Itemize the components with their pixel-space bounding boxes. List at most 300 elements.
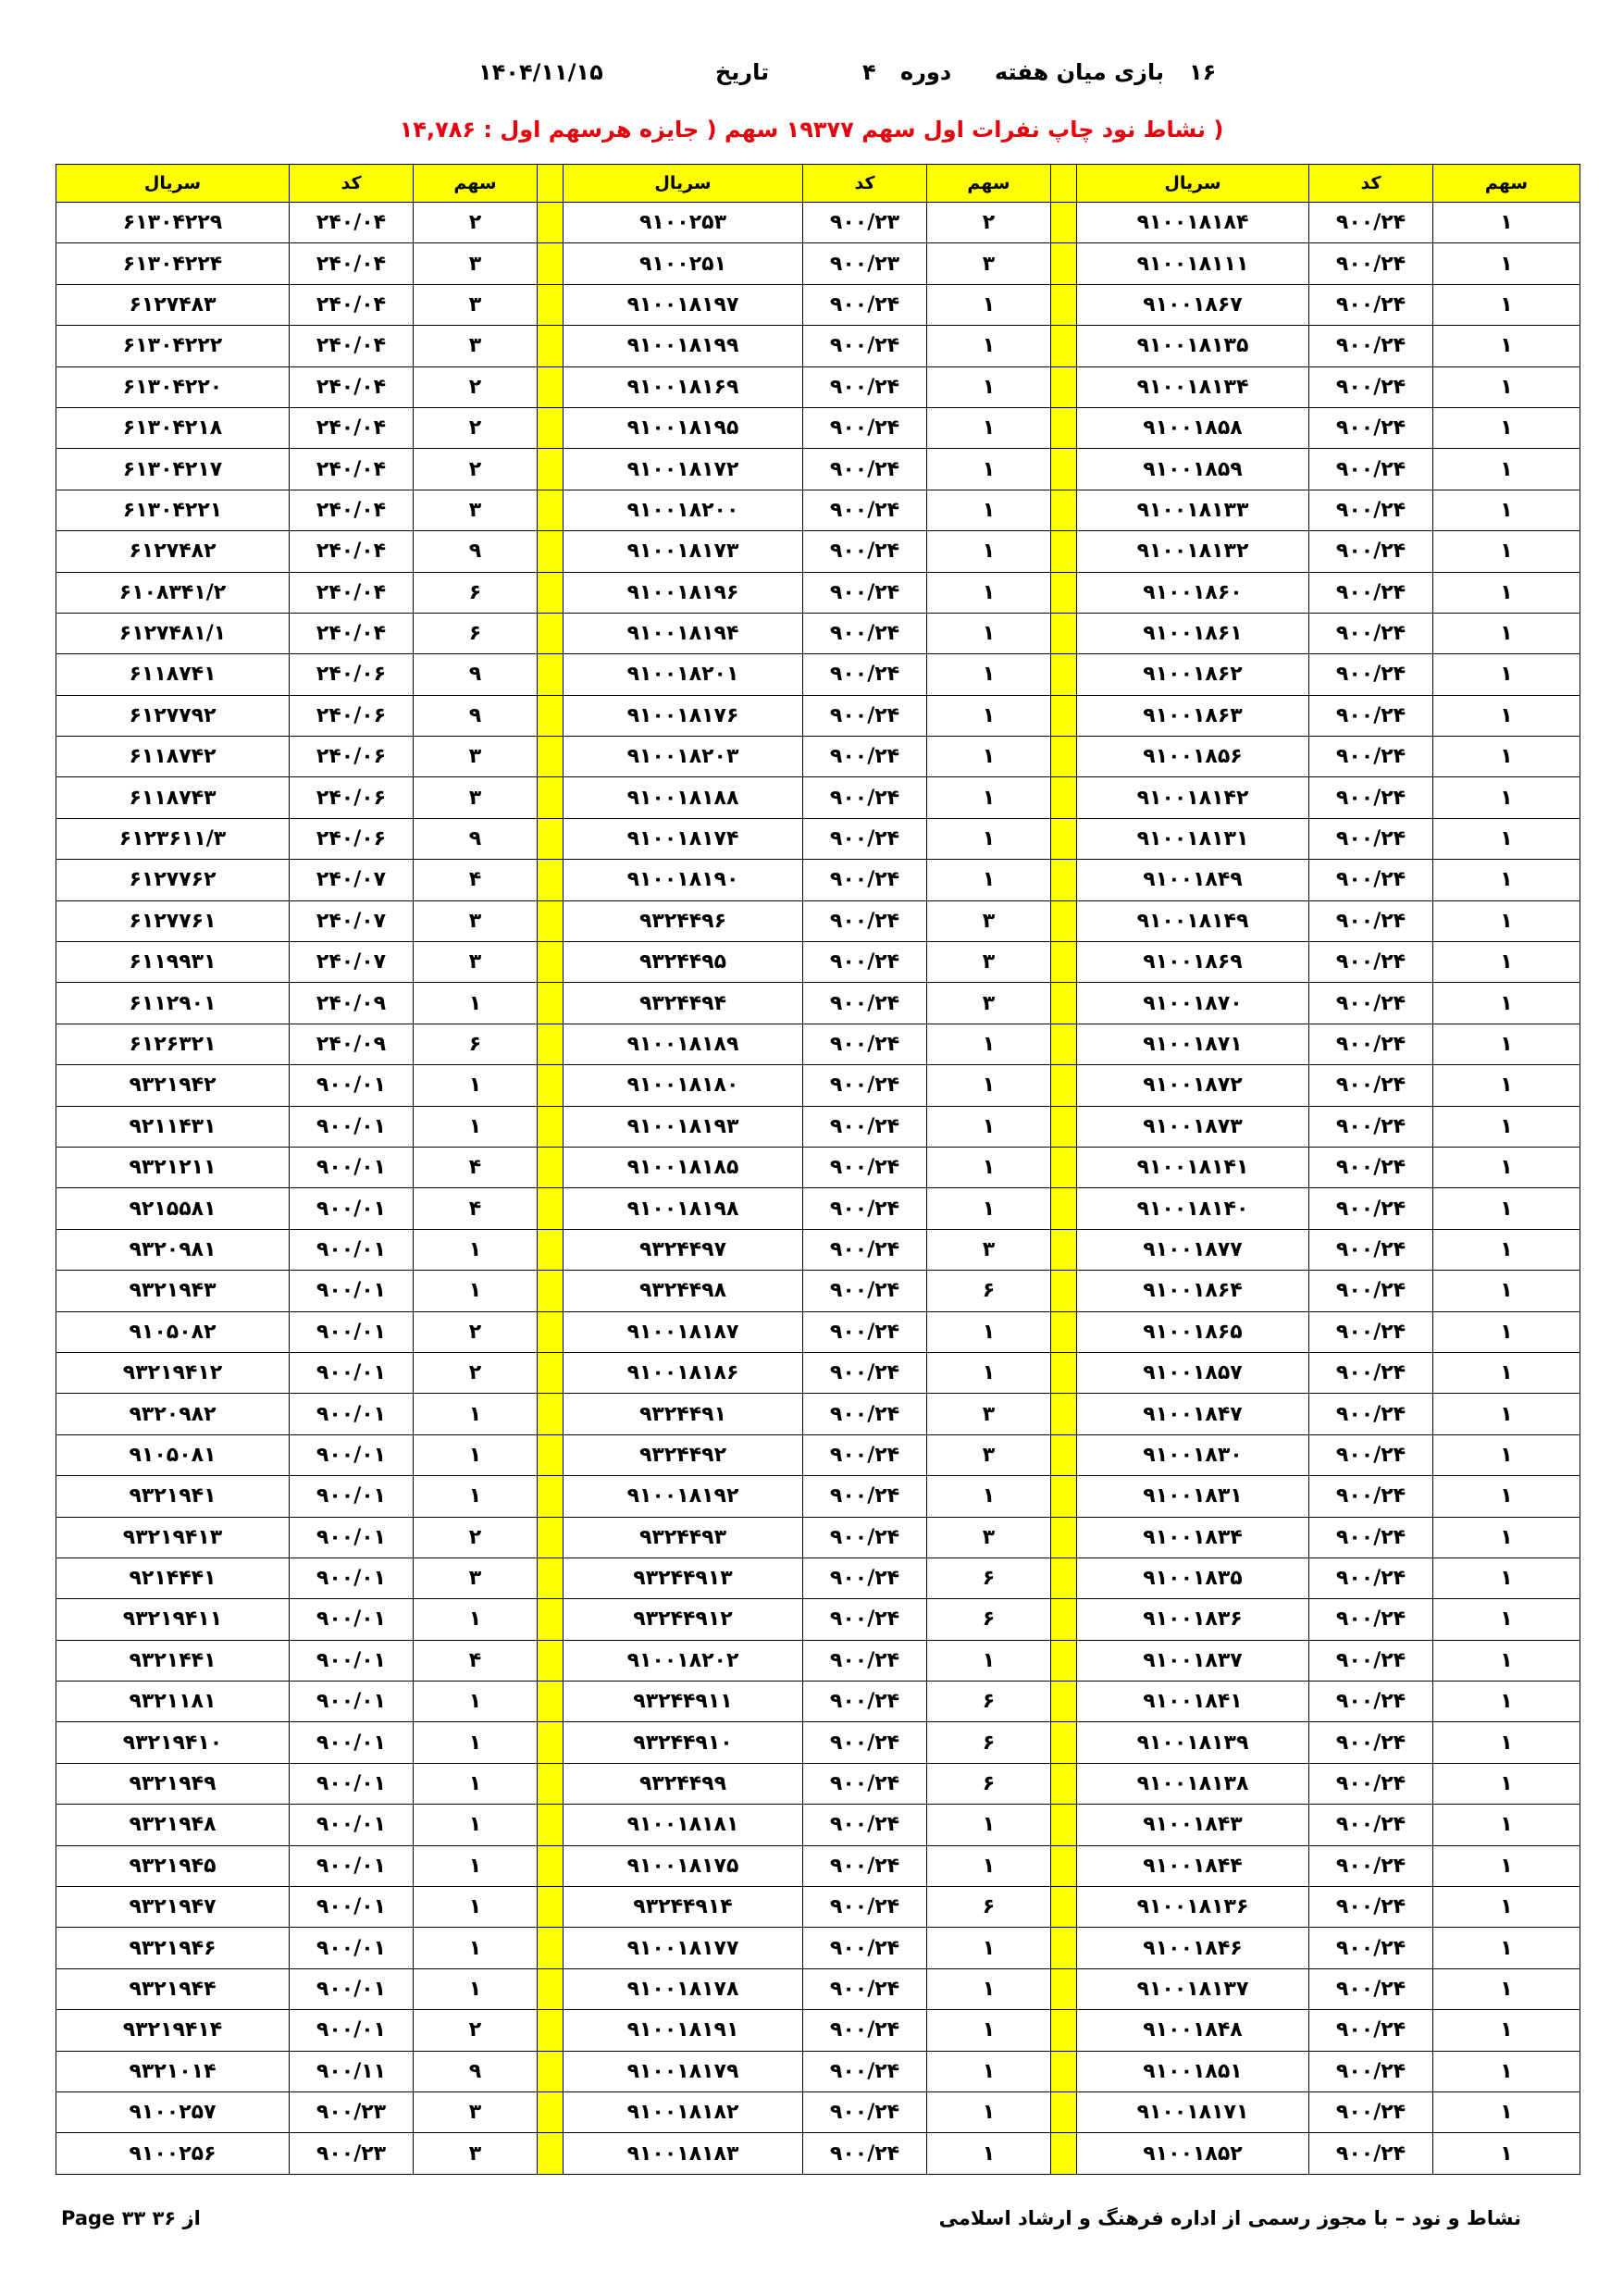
serial-cell: ۹۳۲۴۴۹۱۰ bbox=[564, 1722, 803, 1763]
code-cell: ۹۰۰/۰۱ bbox=[290, 1599, 414, 1640]
column-separator bbox=[538, 490, 564, 530]
serial-cell: ۹۱۰۰۱۸۷۷ bbox=[1077, 1229, 1309, 1270]
code-cell: ۹۰۰/۲۴ bbox=[803, 572, 927, 613]
column-separator bbox=[1051, 243, 1077, 284]
share-cell: ۱ bbox=[927, 1188, 1051, 1229]
column-separator bbox=[1051, 284, 1077, 325]
serial-cell: ۹۱۰۰۱۸۱۸۸ bbox=[564, 777, 803, 818]
column-separator bbox=[1051, 900, 1077, 941]
code-cell: ۹۰۰/۲۴ bbox=[803, 695, 927, 736]
serial-cell: ۹۳۲۴۴۹۷ bbox=[564, 1229, 803, 1270]
code-cell: ۹۰۰/۲۴ bbox=[803, 1229, 927, 1270]
code-cell: ۹۰۰/۰۱ bbox=[290, 1682, 414, 1722]
code-cell: ۹۰۰/۲۴ bbox=[1309, 1887, 1433, 1928]
column-separator bbox=[538, 1476, 564, 1517]
code-cell: ۹۰۰/۲۴ bbox=[1309, 1805, 1433, 1845]
serial-cell: ۹۱۰۰۱۸۱۳۷ bbox=[1077, 1968, 1309, 2009]
code-cell: ۲۴۰/۰۷ bbox=[290, 942, 414, 983]
share-cell: ۱ bbox=[1433, 1968, 1580, 2009]
share-cell: ۱ bbox=[927, 860, 1051, 900]
share-cell: ۱ bbox=[927, 1640, 1051, 1681]
share-cell: ۱ bbox=[1433, 2091, 1580, 2132]
code-cell: ۹۰۰/۲۴ bbox=[803, 1065, 927, 1106]
serial-cell: ۹۱۰۰۱۸۱۴۰ bbox=[1077, 1188, 1309, 1229]
column-separator bbox=[1051, 1229, 1077, 1270]
header-game-name: بازی میان هفته bbox=[995, 59, 1164, 85]
code-cell: ۹۰۰/۲۴ bbox=[803, 1311, 927, 1352]
share-cell: ۴ bbox=[414, 1188, 538, 1229]
table-row bbox=[56, 366, 1580, 407]
table-row bbox=[56, 1722, 1580, 1763]
serial-cell: ۹۱۰۰۱۸۳۱ bbox=[1077, 1476, 1309, 1517]
share-cell: ۱ bbox=[927, 1065, 1051, 1106]
code-cell: ۹۰۰/۲۴ bbox=[803, 1188, 927, 1229]
table-row bbox=[56, 1682, 1580, 1722]
column-separator bbox=[1051, 1434, 1077, 1475]
serial-cell: ۹۳۲۱۹۴۱۰ bbox=[56, 1722, 290, 1763]
code-cell: ۹۰۰/۱۱ bbox=[290, 2051, 414, 2091]
serial-cell: ۹۳۲۱۹۴۱۴ bbox=[56, 2010, 290, 2051]
column-separator bbox=[538, 2051, 564, 2091]
column-separator bbox=[538, 1640, 564, 1681]
header-date-label: تاریخ bbox=[715, 59, 770, 85]
code-cell: ۹۰۰/۲۴ bbox=[1309, 942, 1433, 983]
table-row bbox=[56, 818, 1580, 859]
code-cell: ۹۰۰/۲۴ bbox=[1309, 1352, 1433, 1393]
share-cell: ۳ bbox=[414, 1558, 538, 1598]
code-cell: ۹۰۰/۲۴ bbox=[1309, 407, 1433, 448]
serial-cell: ۹۱۰۰۱۸۱۷۹ bbox=[564, 2051, 803, 2091]
share-cell: ۱ bbox=[1433, 1599, 1580, 1640]
table-row bbox=[56, 1517, 1580, 1558]
share-cell: ۱ bbox=[1433, 1106, 1580, 1147]
header-date-value: ۱۴۰۴/۱۱/۱۵ bbox=[478, 59, 603, 85]
share-cell: ۱ bbox=[1433, 613, 1580, 653]
col-code: کد bbox=[1309, 165, 1433, 203]
share-cell: ۳ bbox=[927, 1394, 1051, 1434]
serial-cell: ۹۱۰۰۲۵۱ bbox=[564, 243, 803, 284]
table-row bbox=[56, 1599, 1580, 1640]
code-cell: ۹۰۰/۲۴ bbox=[1309, 737, 1433, 777]
column-separator bbox=[538, 1352, 564, 1393]
column-separator bbox=[538, 1968, 564, 2009]
serial-cell: ۹۱۰۰۱۸۱۸۱ bbox=[564, 1805, 803, 1845]
column-separator bbox=[538, 243, 564, 284]
serial-cell: ۹۱۰۰۱۸۱۸۶ bbox=[564, 1352, 803, 1393]
column-separator bbox=[538, 1229, 564, 1270]
serial-cell: ۹۳۲۱۹۴۶ bbox=[56, 1928, 290, 1968]
code-cell: ۹۰۰/۲۴ bbox=[803, 737, 927, 777]
share-cell: ۱ bbox=[414, 1887, 538, 1928]
share-cell: ۶ bbox=[414, 572, 538, 613]
serial-cell: ۹۳۲۱۹۴۱۱ bbox=[56, 1599, 290, 1640]
serial-cell: ۹۱۰۰۱۸۱۸۰ bbox=[564, 1065, 803, 1106]
table-row bbox=[56, 326, 1580, 366]
col-share: سهم bbox=[1433, 165, 1580, 203]
serial-cell: ۹۱۰۰۱۸۱۳۵ bbox=[1077, 326, 1309, 366]
serial-cell: ۶۱۲۳۶۱۱/۳ bbox=[56, 818, 290, 859]
share-cell: ۳ bbox=[927, 900, 1051, 941]
column-separator bbox=[538, 1311, 564, 1352]
code-cell: ۲۴۰/۰۴ bbox=[290, 490, 414, 530]
serial-cell: ۹۳۲۱۹۴۵ bbox=[56, 1845, 290, 1886]
serial-cell: ۹۱۰۰۱۸۱۹۷ bbox=[564, 284, 803, 325]
serial-cell: ۹۱۰۰۲۵۶ bbox=[56, 2133, 290, 2174]
share-cell: ۱ bbox=[927, 284, 1051, 325]
code-cell: ۹۰۰/۲۴ bbox=[803, 1682, 927, 1722]
serial-cell: ۹۳۲۰۹۸۲ bbox=[56, 1394, 290, 1434]
code-cell: ۹۰۰/۲۴ bbox=[1309, 900, 1433, 941]
share-cell: ۲ bbox=[414, 1352, 538, 1393]
code-cell: ۲۴۰/۰۷ bbox=[290, 900, 414, 941]
serial-cell: ۹۱۰۰۱۸۱۴۱ bbox=[1077, 1147, 1309, 1187]
table-row bbox=[56, 1434, 1580, 1475]
header-round-value: ۴ bbox=[862, 59, 876, 85]
serial-cell: ۹۱۰۰۱۸۱۳۶ bbox=[1077, 1887, 1309, 1928]
serial-cell: ۹۱۰۰۱۸۱۷۱ bbox=[1077, 2091, 1309, 2132]
column-separator bbox=[1051, 2010, 1077, 2051]
serial-cell: ۹۱۰۰۱۸۴۷ bbox=[1077, 1394, 1309, 1434]
table-row bbox=[56, 407, 1580, 448]
share-cell: ۲ bbox=[414, 366, 538, 407]
share-cell: ۱ bbox=[1433, 1517, 1580, 1558]
table-row bbox=[56, 243, 1580, 284]
code-cell: ۹۰۰/۲۴ bbox=[803, 449, 927, 490]
serial-cell: ۹۱۰۰۱۸۱۷۸ bbox=[564, 1968, 803, 2009]
share-cell: ۱ bbox=[414, 1229, 538, 1270]
share-cell: ۱ bbox=[414, 1271, 538, 1311]
share-cell: ۱ bbox=[927, 654, 1051, 695]
serial-cell: ۹۱۰۰۱۸۱۹۱ bbox=[564, 2010, 803, 2051]
code-cell: ۹۰۰/۲۴ bbox=[803, 1434, 927, 1475]
serial-cell: ۹۱۰۰۱۸۲۰۱ bbox=[564, 654, 803, 695]
col-serial: سریال bbox=[564, 165, 803, 203]
column-separator bbox=[1051, 407, 1077, 448]
serial-cell: ۹۱۰۰۱۸۱۷۶ bbox=[564, 695, 803, 736]
serial-cell: ۶۱۱۹۹۳۱ bbox=[56, 942, 290, 983]
serial-cell: ۶۱۲۶۳۲۱ bbox=[56, 1024, 290, 1064]
column-separator bbox=[1051, 203, 1077, 243]
code-cell: ۹۰۰/۲۴ bbox=[1309, 490, 1433, 530]
serial-cell: ۹۳۲۱۹۴۱۲ bbox=[56, 1352, 290, 1393]
table-row bbox=[56, 531, 1580, 572]
share-cell: ۱ bbox=[927, 1928, 1051, 1968]
share-cell: ۶ bbox=[414, 613, 538, 653]
serial-cell: ۹۱۰۰۱۸۱۷۷ bbox=[564, 1928, 803, 1968]
column-separator bbox=[538, 1065, 564, 1106]
code-cell: ۹۰۰/۲۴ bbox=[1309, 1311, 1433, 1352]
code-cell: ۲۴۰/۰۶ bbox=[290, 695, 414, 736]
serial-cell: ۹۳۲۴۴۹۱۳ bbox=[564, 1558, 803, 1598]
serial-cell: ۹۱۰۰۱۸۱۶۹ bbox=[564, 366, 803, 407]
serial-cell: ۶۱۱۸۷۴۲ bbox=[56, 737, 290, 777]
serial-cell: ۹۲۱۱۴۳۱ bbox=[56, 1106, 290, 1147]
serial-cell: ۹۱۰۰۱۸۶۷ bbox=[1077, 284, 1309, 325]
serial-cell: ۶۱۲۷۷۶۲ bbox=[56, 860, 290, 900]
code-cell: ۹۰۰/۲۴ bbox=[1309, 1271, 1433, 1311]
share-cell: ۹ bbox=[414, 531, 538, 572]
column-separator bbox=[538, 366, 564, 407]
serial-cell: ۹۱۰۵۰۸۱ bbox=[56, 1434, 290, 1475]
code-cell: ۹۰۰/۲۴ bbox=[803, 1805, 927, 1845]
share-cell: ۲ bbox=[414, 1517, 538, 1558]
column-separator bbox=[1051, 1928, 1077, 1968]
serial-cell: ۹۱۰۰۱۸۶۳ bbox=[1077, 695, 1309, 736]
column-separator bbox=[1051, 1805, 1077, 1845]
serial-cell: ۹۱۰۰۱۸۱۷۴ bbox=[564, 818, 803, 859]
share-cell: ۱ bbox=[414, 1805, 538, 1845]
share-cell: ۱ bbox=[1433, 860, 1580, 900]
code-cell: ۹۰۰/۲۴ bbox=[1309, 284, 1433, 325]
share-cell: ۲ bbox=[414, 449, 538, 490]
code-cell: ۹۰۰/۰۱ bbox=[290, 1517, 414, 1558]
table-row bbox=[56, 1229, 1580, 1270]
share-cell: ۱ bbox=[1433, 777, 1580, 818]
serial-cell: ۹۳۲۴۴۹۱ bbox=[564, 1394, 803, 1434]
share-cell: ۳ bbox=[414, 900, 538, 941]
column-separator bbox=[538, 1024, 564, 1064]
table-row bbox=[56, 1106, 1580, 1147]
serial-cell: ۹۱۰۰۱۸۳۵ bbox=[1077, 1558, 1309, 1598]
code-cell: ۹۰۰/۰۱ bbox=[290, 1805, 414, 1845]
table-row bbox=[56, 777, 1580, 818]
code-cell: ۹۰۰/۲۴ bbox=[1309, 572, 1433, 613]
table-row bbox=[56, 1928, 1580, 1968]
code-cell: ۹۰۰/۲۴ bbox=[1309, 1640, 1433, 1681]
serial-cell: ۹۱۰۰۲۵۷ bbox=[56, 2091, 290, 2132]
share-cell: ۳ bbox=[414, 737, 538, 777]
share-cell: ۱ bbox=[1433, 1640, 1580, 1681]
code-cell: ۹۰۰/۰۱ bbox=[290, 1476, 414, 1517]
share-cell: ۳ bbox=[414, 942, 538, 983]
share-cell: ۱ bbox=[927, 777, 1051, 818]
column-separator bbox=[538, 1558, 564, 1598]
col-serial: سریال bbox=[1077, 165, 1309, 203]
code-cell: ۲۴۰/۰۴ bbox=[290, 284, 414, 325]
column-separator bbox=[1051, 1065, 1077, 1106]
serial-cell: ۹۱۰۰۱۸۵۷ bbox=[1077, 1352, 1309, 1393]
column-separator bbox=[1051, 2091, 1077, 2132]
code-cell: ۹۰۰/۲۴ bbox=[803, 326, 927, 366]
serial-cell: ۹۱۰۰۱۸۱۳۳ bbox=[1077, 490, 1309, 530]
code-cell: ۹۰۰/۲۴ bbox=[1309, 1024, 1433, 1064]
share-cell: ۶ bbox=[927, 1722, 1051, 1763]
share-cell: ۱ bbox=[927, 449, 1051, 490]
share-cell: ۱ bbox=[414, 1682, 538, 1722]
serial-cell: ۹۱۰۰۱۸۱۱۱ bbox=[1077, 243, 1309, 284]
column-separator bbox=[1051, 1188, 1077, 1229]
code-cell: ۹۰۰/۲۴ bbox=[803, 284, 927, 325]
code-cell: ۹۰۰/۲۴ bbox=[803, 942, 927, 983]
table-row bbox=[56, 983, 1580, 1024]
serial-cell: ۹۱۰۰۱۸۴۱ bbox=[1077, 1682, 1309, 1722]
code-cell: ۹۰۰/۲۴ bbox=[803, 2010, 927, 2051]
serial-cell: ۹۳۲۱۹۴۳ bbox=[56, 1271, 290, 1311]
code-cell: ۲۴۰/۰۶ bbox=[290, 818, 414, 859]
col-share: سهم bbox=[414, 165, 538, 203]
serial-cell: ۹۱۰۰۱۸۱۳۲ bbox=[1077, 531, 1309, 572]
serial-cell: ۹۳۲۴۴۹۲ bbox=[564, 1434, 803, 1475]
column-separator bbox=[538, 1805, 564, 1845]
table-row bbox=[56, 1968, 1580, 2009]
code-cell: ۲۴۰/۰۴ bbox=[290, 407, 414, 448]
code-cell: ۹۰۰/۰۱ bbox=[290, 1311, 414, 1352]
code-cell: ۹۰۰/۰۱ bbox=[290, 1106, 414, 1147]
serial-cell: ۹۱۰۵۰۸۲ bbox=[56, 1311, 290, 1352]
code-cell: ۹۰۰/۲۴ bbox=[803, 613, 927, 653]
column-separator bbox=[538, 695, 564, 736]
code-cell: ۹۰۰/۰۱ bbox=[290, 1558, 414, 1598]
share-cell: ۱ bbox=[1433, 326, 1580, 366]
table-row bbox=[56, 1188, 1580, 1229]
column-separator bbox=[538, 1271, 564, 1311]
serial-cell: ۹۳۲۴۴۹۱۴ bbox=[564, 1887, 803, 1928]
table-row bbox=[56, 1024, 1580, 1064]
serial-cell: ۹۱۰۰۱۸۲۰۲ bbox=[564, 1640, 803, 1681]
column-separator bbox=[538, 818, 564, 859]
column-separator bbox=[538, 1928, 564, 1968]
code-cell: ۹۰۰/۰۱ bbox=[290, 2010, 414, 2051]
column-separator bbox=[538, 1394, 564, 1434]
share-cell: ۱ bbox=[927, 572, 1051, 613]
code-cell: ۹۰۰/۲۴ bbox=[1309, 1599, 1433, 1640]
column-separator bbox=[538, 572, 564, 613]
serial-cell: ۶۱۲۷۷۶۱ bbox=[56, 900, 290, 941]
code-cell: ۹۰۰/۲۴ bbox=[1309, 777, 1433, 818]
code-cell: ۹۰۰/۰۱ bbox=[290, 1271, 414, 1311]
serial-cell: ۹۳۲۱۹۴۱۳ bbox=[56, 1517, 290, 1558]
share-cell: ۲ bbox=[414, 407, 538, 448]
column-separator bbox=[1051, 1845, 1077, 1886]
code-cell: ۲۴۰/۰۴ bbox=[290, 366, 414, 407]
share-cell: ۱ bbox=[1433, 1229, 1580, 1270]
column-separator bbox=[1051, 326, 1077, 366]
column-separator bbox=[1051, 983, 1077, 1024]
share-cell: ۱ bbox=[1433, 1352, 1580, 1393]
column-separator bbox=[1051, 1640, 1077, 1681]
serial-cell: ۹۱۰۰۱۸۱۳۹ bbox=[1077, 1722, 1309, 1763]
code-cell: ۲۴۰/۰۷ bbox=[290, 860, 414, 900]
code-cell: ۹۰۰/۲۴ bbox=[1309, 1682, 1433, 1722]
column-separator bbox=[538, 942, 564, 983]
column-separator bbox=[1051, 737, 1077, 777]
column-separator bbox=[1051, 1106, 1077, 1147]
table-row bbox=[56, 860, 1580, 900]
share-cell: ۳ bbox=[414, 2091, 538, 2132]
code-cell: ۹۰۰/۲۴ bbox=[1309, 243, 1433, 284]
column-separator bbox=[538, 613, 564, 653]
serial-cell: ۹۳۲۱۹۴۷ bbox=[56, 1887, 290, 1928]
share-cell: ۱ bbox=[1433, 1065, 1580, 1106]
share-cell: ۱ bbox=[927, 531, 1051, 572]
column-separator bbox=[1051, 1517, 1077, 1558]
column-separator bbox=[1051, 1311, 1077, 1352]
code-cell: ۹۰۰/۲۴ bbox=[803, 531, 927, 572]
code-cell: ۹۰۰/۲۴ bbox=[803, 490, 927, 530]
code-cell: ۹۰۰/۲۴ bbox=[1309, 818, 1433, 859]
share-cell: ۳ bbox=[414, 2133, 538, 2174]
table-row bbox=[56, 1763, 1580, 1804]
share-cell: ۳ bbox=[927, 942, 1051, 983]
code-cell: ۲۴۰/۰۹ bbox=[290, 1024, 414, 1064]
column-separator bbox=[538, 1722, 564, 1763]
code-cell: ۹۰۰/۲۴ bbox=[1309, 860, 1433, 900]
code-cell: ۹۰۰/۲۳ bbox=[290, 2133, 414, 2174]
serial-cell: ۶۱۳۰۴۲۲۰ bbox=[56, 366, 290, 407]
serial-cell: ۶۱۳۰۴۲۱۸ bbox=[56, 407, 290, 448]
column-separator bbox=[1051, 2051, 1077, 2091]
code-cell: ۹۰۰/۲۴ bbox=[1309, 2091, 1433, 2132]
column-separator bbox=[538, 1147, 564, 1187]
share-cell: ۱ bbox=[1433, 1805, 1580, 1845]
share-cell: ۱ bbox=[414, 1722, 538, 1763]
share-cell: ۲ bbox=[414, 203, 538, 243]
share-cell: ۳ bbox=[414, 777, 538, 818]
code-cell: ۹۰۰/۲۴ bbox=[1309, 1147, 1433, 1187]
serial-cell: ۹۱۰۰۱۸۱۷۳ bbox=[564, 531, 803, 572]
share-cell: ۴ bbox=[414, 1147, 538, 1187]
code-cell: ۹۰۰/۲۴ bbox=[1309, 449, 1433, 490]
column-separator bbox=[1051, 531, 1077, 572]
code-cell: ۹۰۰/۲۴ bbox=[803, 900, 927, 941]
table-row bbox=[56, 1352, 1580, 1393]
share-cell: ۶ bbox=[414, 1024, 538, 1064]
share-cell: ۱ bbox=[1433, 1476, 1580, 1517]
col-serial: سریال bbox=[56, 165, 290, 203]
table-row bbox=[56, 737, 1580, 777]
share-cell: ۶ bbox=[927, 1763, 1051, 1804]
serial-cell: ۹۱۰۰۱۸۴۴ bbox=[1077, 1845, 1309, 1886]
share-cell: ۹ bbox=[414, 2051, 538, 2091]
column-separator bbox=[538, 449, 564, 490]
table-row bbox=[56, 490, 1580, 530]
code-cell: ۹۰۰/۲۴ bbox=[1309, 1476, 1433, 1517]
code-cell: ۹۰۰/۲۴ bbox=[803, 1147, 927, 1187]
column-separator bbox=[1051, 1394, 1077, 1434]
table-row bbox=[56, 1065, 1580, 1106]
code-cell: ۲۴۰/۰۴ bbox=[290, 531, 414, 572]
share-cell: ۲ bbox=[414, 2010, 538, 2051]
serial-cell: ۹۱۰۰۱۸۲۰۳ bbox=[564, 737, 803, 777]
code-cell: ۹۰۰/۲۴ bbox=[1309, 2051, 1433, 2091]
table-row bbox=[56, 613, 1580, 653]
serial-cell: ۹۱۰۰۱۸۶۰ bbox=[1077, 572, 1309, 613]
column-separator bbox=[538, 983, 564, 1024]
serial-cell: ۹۱۰۰۱۸۶۴ bbox=[1077, 1271, 1309, 1311]
code-cell: ۹۰۰/۲۳ bbox=[803, 243, 927, 284]
share-cell: ۱ bbox=[927, 1845, 1051, 1886]
code-cell: ۹۰۰/۲۴ bbox=[1309, 1558, 1433, 1598]
code-cell: ۹۰۰/۲۴ bbox=[803, 1352, 927, 1393]
code-cell: ۹۰۰/۰۱ bbox=[290, 1147, 414, 1187]
table-row bbox=[56, 284, 1580, 325]
serial-cell: ۹۱۰۰۱۸۶۱ bbox=[1077, 613, 1309, 653]
column-separator bbox=[538, 531, 564, 572]
serial-cell: ۹۱۰۰۱۸۳۷ bbox=[1077, 1640, 1309, 1681]
share-cell: ۶ bbox=[927, 1271, 1051, 1311]
column-separator bbox=[1051, 777, 1077, 818]
table-row bbox=[56, 1271, 1580, 1311]
serial-cell: ۹۱۰۰۱۸۱۸۹ bbox=[564, 1024, 803, 1064]
table-row bbox=[56, 695, 1580, 736]
code-cell: ۹۰۰/۲۴ bbox=[1309, 1065, 1433, 1106]
page-number: Page ۳۳ از ۳۶ bbox=[61, 2207, 201, 2229]
table-row bbox=[56, 1476, 1580, 1517]
share-cell: ۱ bbox=[1433, 654, 1580, 695]
share-cell: ۱ bbox=[927, 2051, 1051, 2091]
code-cell: ۹۰۰/۲۴ bbox=[1309, 983, 1433, 1024]
code-cell: ۲۴۰/۰۴ bbox=[290, 449, 414, 490]
